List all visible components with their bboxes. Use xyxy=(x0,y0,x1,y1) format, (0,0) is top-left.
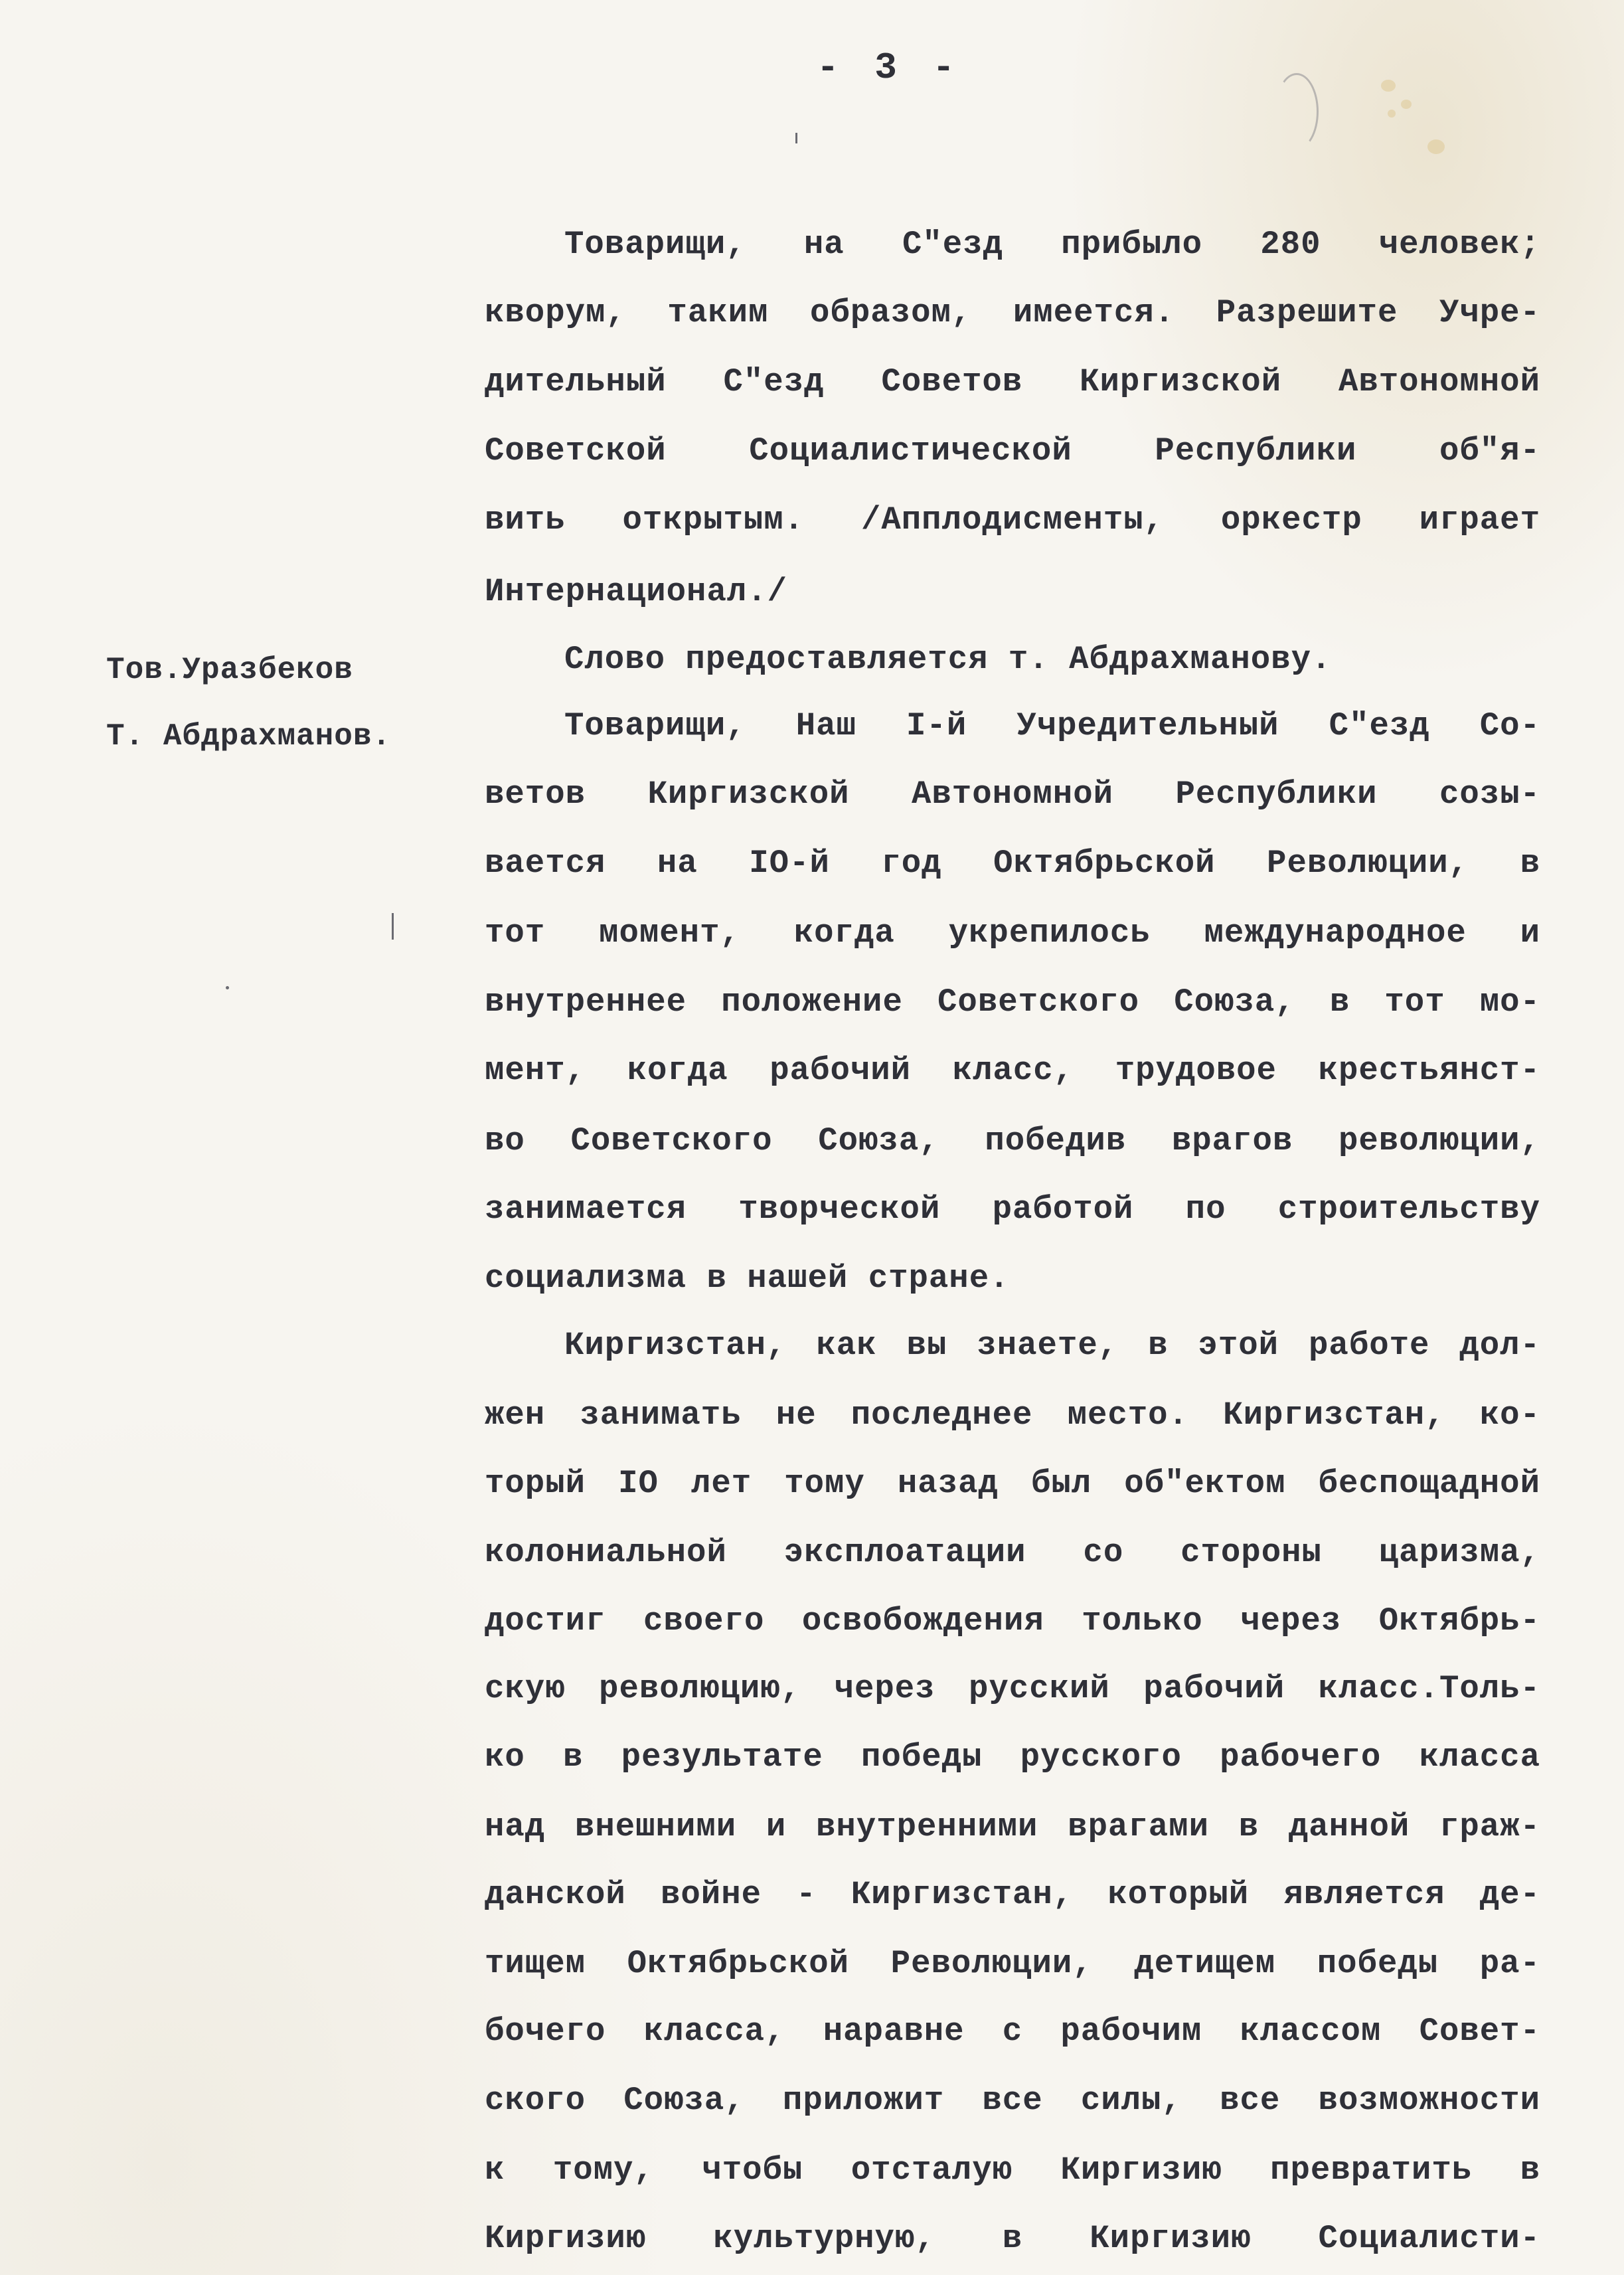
text-line: к тому, чтобы отсталую Киргизию превратить в xyxy=(485,2151,1540,2189)
text-line: данской войне - Киргизстан, который является де- xyxy=(485,1876,1540,1913)
text-line: Киргизию культурную, в Киргизию Социалисти- xyxy=(485,2220,1540,2257)
text-line: занимается творческой работой по строительству xyxy=(485,1191,1540,1228)
text-line: Киргизстан, как вы знаете, в этой работе дол- xyxy=(564,1327,1540,1364)
text-line: ветов Киргизской Автономной Республики созы- xyxy=(485,776,1540,813)
text-line: во Советского Союза, победив врагов революции, xyxy=(485,1122,1540,1159)
speaker-label: Т. Абдрахманов. xyxy=(106,719,392,754)
text-line: бочего класса, наравне с рабочим классом Совет- xyxy=(485,2013,1540,2050)
text-line: тот момент, когда укрепилось международное и xyxy=(485,914,1540,952)
pencil-mark xyxy=(392,913,394,940)
pencil-mark xyxy=(1275,73,1319,150)
paper-stain xyxy=(1427,139,1445,154)
pencil-mark xyxy=(795,133,797,143)
text-line: социализма в нашей стране. xyxy=(485,1260,1010,1297)
paper-stain xyxy=(1388,110,1396,118)
paper-stain xyxy=(1381,80,1396,92)
text-line: вить открытым. /Апплодисменты, оркестр играет xyxy=(485,501,1540,539)
text-line: тищем Октябрьской Революции, детищем победы ра- xyxy=(485,1945,1540,1982)
text-line: ко в результате победы русского рабочего класса xyxy=(485,1738,1540,1776)
text-line: мент, когда рабочий класс, трудовое крестьянст- xyxy=(485,1052,1540,1089)
text-line: Советской Социалистической Республики об"я- xyxy=(485,432,1540,469)
text-line: вается на IO-й год Октябрьской Революции, в xyxy=(485,845,1540,882)
text-line: Интернационал./ xyxy=(485,573,788,610)
text-line: достиг своего освобождения только через Октябрь- xyxy=(485,1602,1540,1640)
text-line: дительный С"езд Советов Киргизской Автономной xyxy=(485,363,1540,400)
text-line: Товарищи, на С"езд прибыло 280 человек; xyxy=(564,226,1540,263)
text-line: над внешними и внутренними врагами в данной граж- xyxy=(485,1808,1540,1845)
text-line: колониальной эксплоатации со стороны царизма, xyxy=(485,1534,1540,1571)
text-line: Слово предоставляется т. Абдрахманову. xyxy=(564,641,1332,678)
text-line: торый IO лет тому назад был об"ектом беспощадной xyxy=(485,1465,1540,1502)
text-line: внутреннее положение Советского Союза, в тот мо- xyxy=(485,983,1540,1021)
text-line: жен занимать не последнее место. Киргизстан, ко- xyxy=(485,1396,1540,1434)
text-line: ского Союза, приложит все силы, все возможности xyxy=(485,2082,1540,2119)
text-line: кворум, таким образом, имеется. Разрешите Учре- xyxy=(485,294,1540,331)
text-line: скую революцию, через русский рабочий класс.Толь- xyxy=(485,1670,1540,1707)
text-line: Товарищи, Наш I-й Учредительный С"езд Со- xyxy=(564,707,1540,744)
pencil-mark xyxy=(226,986,229,989)
paper-stain xyxy=(1401,100,1412,109)
page-number: - 3 - xyxy=(817,46,962,89)
speaker-label: Тов.Уразбеков xyxy=(106,653,353,687)
